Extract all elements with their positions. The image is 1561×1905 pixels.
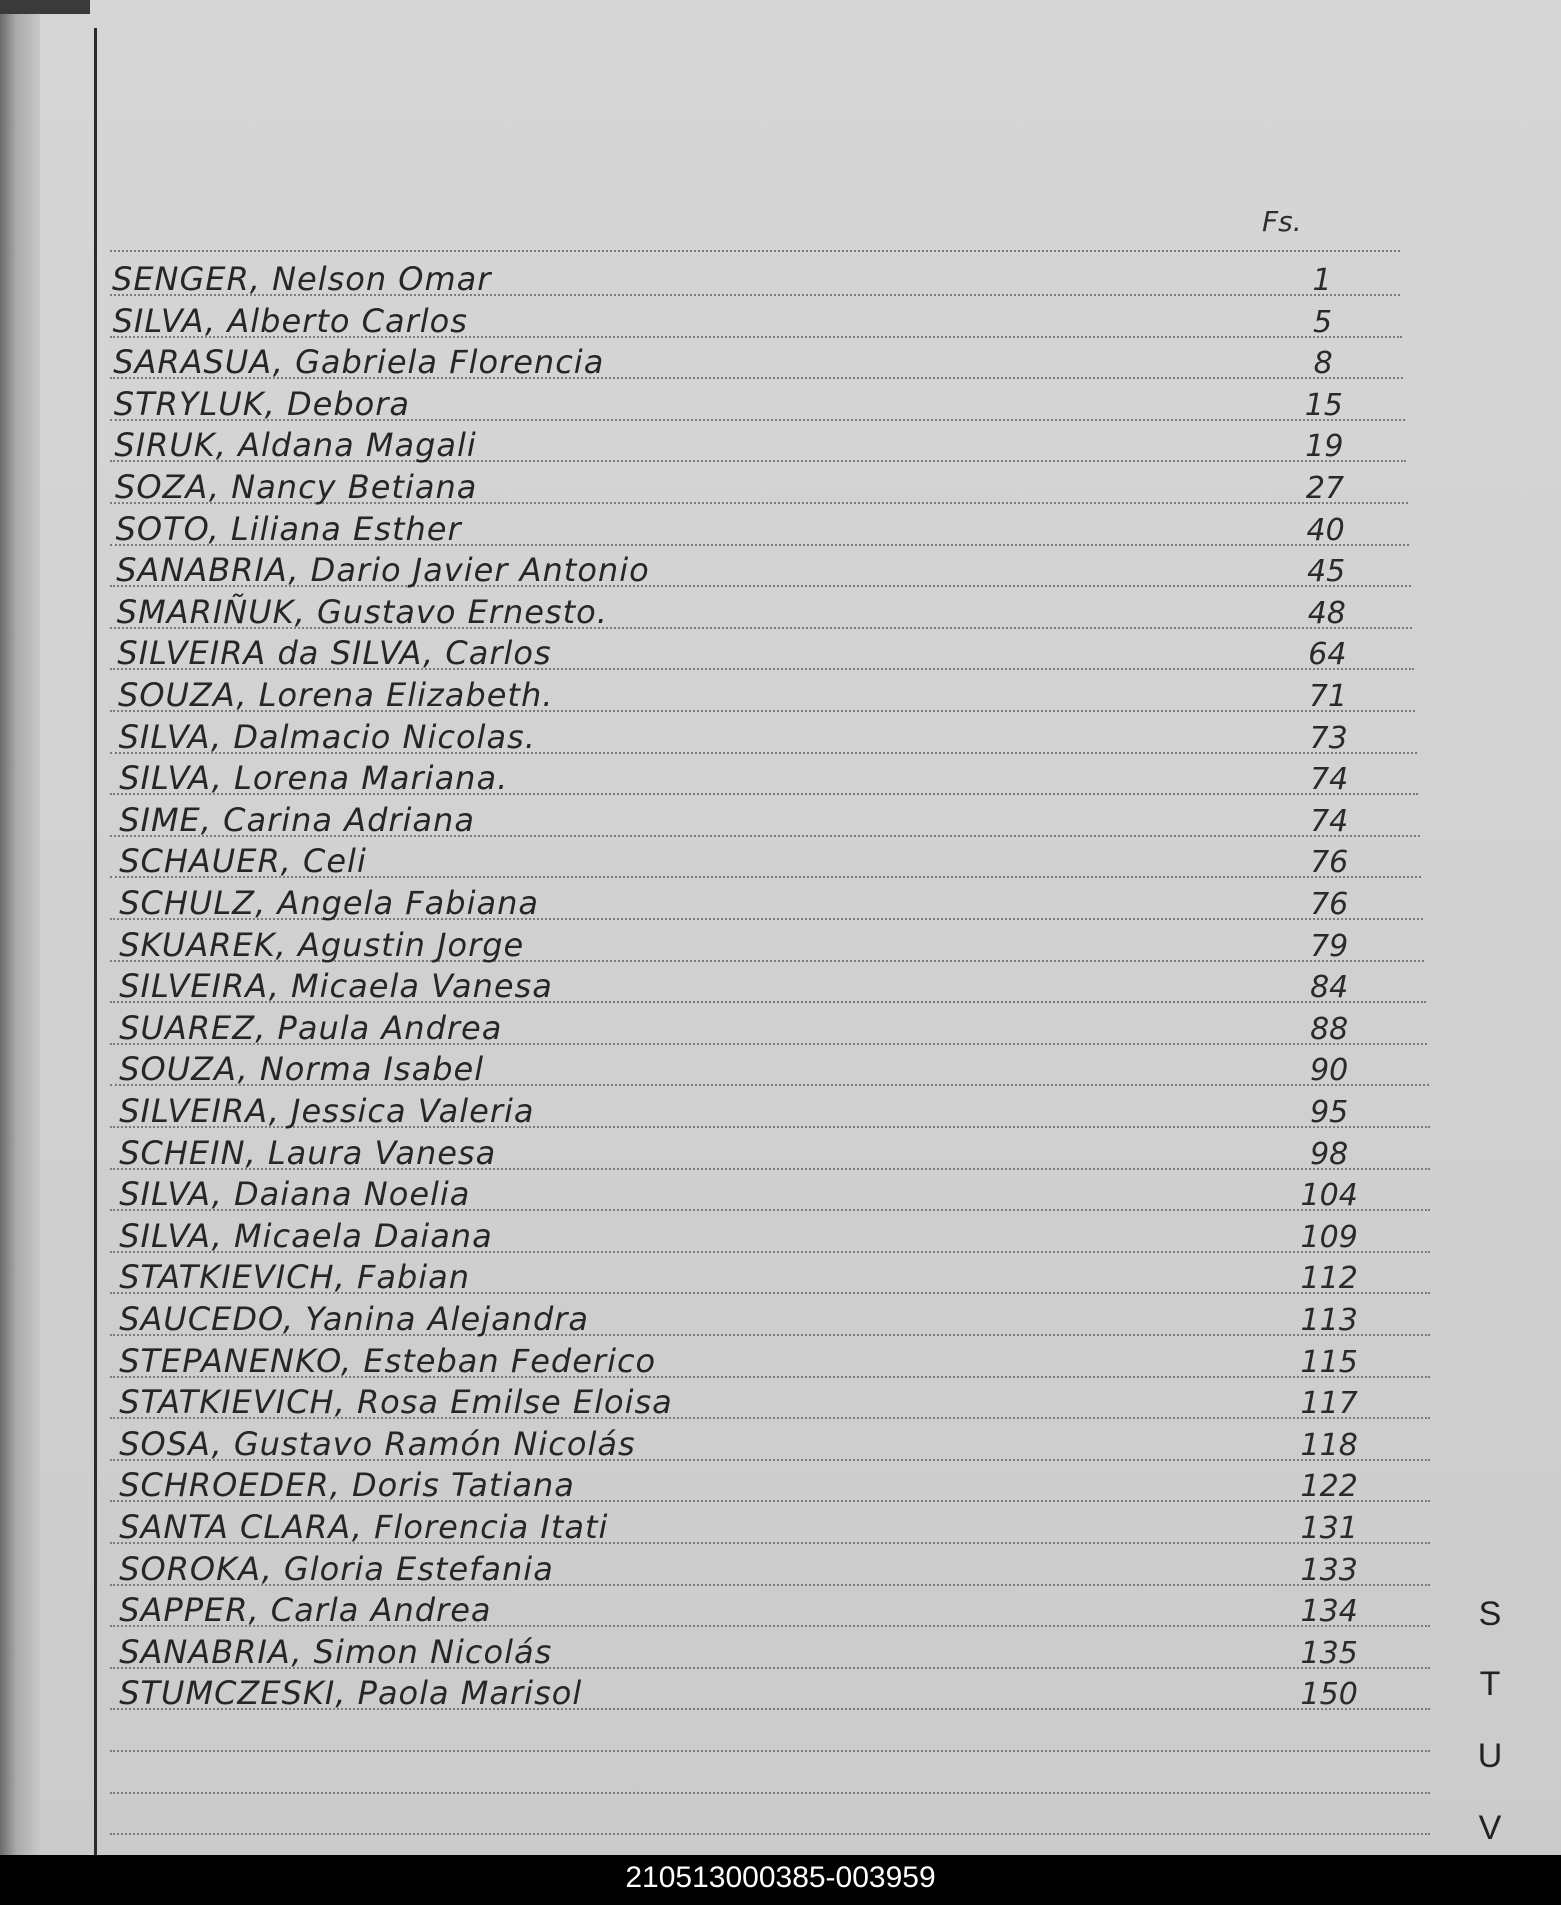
list-item	[119, 1423, 1409, 1463]
entry-name: SOROKA, Gloria Estefania	[119, 1549, 554, 1588]
entry-folio: 27	[1305, 471, 1345, 506]
entry-folio: 104	[1300, 1178, 1358, 1214]
entry-folio: 122	[1300, 1469, 1358, 1505]
entry-name: SILVA, Lorena Mariana.	[119, 759, 509, 798]
list-item	[119, 1048, 1409, 1088]
page-binding-edge	[0, 0, 40, 1855]
entry-folio: 113	[1300, 1303, 1358, 1338]
folio-column-header: Fs.	[1262, 205, 1302, 238]
page-corner-shadow	[0, 0, 90, 14]
entry-folio: 134	[1300, 1594, 1358, 1630]
list-item	[119, 1631, 1409, 1671]
list-item	[119, 882, 1409, 922]
entry-name: SIRUK, Aldana Magali	[114, 426, 477, 465]
entry-name: STRYLUK, Debora	[113, 384, 410, 423]
entry-folio: 74	[1310, 762, 1349, 798]
entry-name: SKUAREK, Agustin Jorge	[119, 925, 525, 964]
list-item	[119, 1340, 1409, 1380]
list-item	[113, 300, 1403, 340]
entry-name: SMARIÑUK, Gustavo Ernesto.	[116, 592, 608, 631]
entry-folio: 88	[1310, 1011, 1349, 1047]
entry-name: SUAREZ, Paula Andrea	[119, 1008, 503, 1047]
entry-name: SIME, Carina Adriana	[119, 800, 475, 839]
list-item	[116, 549, 1406, 589]
list-item	[119, 1256, 1409, 1296]
list-item	[119, 840, 1409, 880]
entry-name: SANABRIA, Simon Nicolás	[119, 1632, 553, 1671]
entry-name: SOUZA, Lorena Elizabeth.	[118, 676, 554, 714]
scan-reference-code: 210513000385-003959	[625, 1861, 936, 1894]
entry-folio: 79	[1310, 928, 1349, 964]
entry-name: SARASUA, Gabriela Florencia	[113, 343, 605, 382]
list-item	[119, 1215, 1409, 1255]
entry-name: SOSA, Gustavo Ramón Nicolás	[119, 1424, 636, 1463]
entry-name: SILVA, Alberto Carlos	[112, 301, 468, 340]
list-item	[119, 716, 1409, 756]
list-item	[112, 258, 1402, 298]
list-item	[119, 1672, 1409, 1712]
list-item	[116, 508, 1406, 548]
entry-folio: 48	[1307, 595, 1346, 631]
entry-folio: 71	[1308, 679, 1348, 714]
entry-folio: 73	[1309, 720, 1348, 756]
index-tab-v[interactable]: V	[1478, 1809, 1502, 1847]
entry-folio: 150	[1300, 1677, 1358, 1713]
list-item	[117, 632, 1407, 672]
entry-name: SILVEIRA, Micaela Vanesa	[119, 967, 553, 1006]
entry-folio: 64	[1308, 637, 1347, 673]
entry-folio: 76	[1310, 887, 1349, 922]
index-tab-s[interactable]: S	[1478, 1595, 1502, 1633]
entry-name: SOTO, Liliana Esther	[115, 509, 462, 548]
entry-folio: 90	[1310, 1053, 1349, 1089]
entry-folio: 131	[1300, 1511, 1358, 1546]
list-item	[113, 341, 1403, 381]
entry-folio: 112	[1300, 1261, 1358, 1297]
entry-name: SANABRIA, Dario Javier Antonio	[116, 551, 650, 590]
list-item	[115, 466, 1405, 506]
entry-name: STUMCZESKI, Paola Marisol	[119, 1674, 583, 1713]
entry-name: SILVA, Daiana Noelia	[119, 1175, 471, 1214]
list-item	[119, 965, 1409, 1005]
entry-name: SOZA, Nancy Betiana	[115, 468, 478, 506]
ruled-line	[110, 250, 1400, 252]
list-item	[119, 1589, 1409, 1629]
entry-folio: 1	[1312, 263, 1332, 298]
ruled-line	[110, 1750, 1430, 1752]
list-item	[119, 1464, 1409, 1504]
list-item	[117, 591, 1407, 631]
list-item	[119, 1381, 1409, 1421]
index-tab-t[interactable]: T	[1479, 1665, 1501, 1703]
entry-folio: 135	[1300, 1635, 1358, 1671]
list-item	[119, 1132, 1409, 1172]
list-item	[114, 383, 1404, 423]
entry-name: SILVEIRA da SILVA, Carlos	[117, 634, 552, 673]
list-item	[119, 1173, 1409, 1213]
index-tab-u[interactable]: U	[1477, 1737, 1503, 1775]
list-item	[119, 1298, 1409, 1338]
entry-name: SOUZA, Norma Isabel	[119, 1050, 485, 1089]
list-item	[119, 757, 1409, 797]
entry-name: SCHEIN, Laura Vanesa	[119, 1133, 497, 1172]
entry-name: SILVA, Micaela Daiana	[119, 1216, 493, 1255]
entry-name: STATKIEVICH, Fabian	[119, 1258, 471, 1297]
entry-folio: 8	[1313, 346, 1333, 382]
entry-folio: 98	[1310, 1136, 1349, 1172]
list-item	[119, 924, 1409, 964]
entry-name: SCHROEDER, Doris Tatiana	[119, 1466, 575, 1505]
entry-folio: 40	[1306, 512, 1345, 548]
entry-folio: 109	[1300, 1219, 1358, 1255]
entry-folio: 5	[1313, 304, 1333, 340]
list-item	[114, 424, 1404, 464]
entry-folio: 74	[1310, 803, 1349, 839]
entry-folio: 19	[1305, 429, 1344, 465]
entry-folio: 117	[1300, 1386, 1358, 1422]
entry-folio: 84	[1310, 970, 1349, 1006]
list-item	[119, 1548, 1409, 1588]
ruled-line	[110, 1792, 1430, 1794]
entry-folio: 76	[1310, 845, 1349, 881]
list-item	[119, 1090, 1409, 1130]
entry-folio: 15	[1304, 387, 1343, 423]
list-item	[118, 674, 1408, 714]
list-item	[119, 1007, 1409, 1047]
entry-folio: 133	[1300, 1552, 1358, 1588]
ruled-line	[110, 1833, 1430, 1835]
scan-footer-bar	[0, 1855, 1561, 1905]
entry-name: SILVA, Dalmacio Nicolas.	[118, 717, 536, 756]
entry-name: SANTA CLARA, Florencia Itati	[119, 1508, 609, 1546]
entry-name: SENGER, Nelson Omar	[112, 260, 492, 298]
entry-name: STEPANENKO, Esteban Federico	[119, 1341, 657, 1380]
margin-line	[94, 28, 97, 1855]
entry-folio: 115	[1300, 1344, 1358, 1380]
entry-folio: 95	[1310, 1095, 1349, 1130]
entry-name: SAUCEDO, Yanina Alejandra	[119, 1300, 590, 1338]
entry-name: SCHAUER, Celi	[119, 842, 367, 881]
entry-folio: 45	[1307, 554, 1346, 590]
entry-name: SILVEIRA, Jessica Valeria	[119, 1092, 535, 1130]
list-item	[119, 799, 1409, 839]
entry-folio: 118	[1300, 1427, 1358, 1463]
list-item	[119, 1506, 1409, 1546]
entry-name: SAPPER, Carla Andrea	[119, 1591, 492, 1630]
entry-name: STATKIEVICH, Rosa Emilse Eloisa	[119, 1383, 673, 1422]
entry-name: SCHULZ, Angela Fabiana	[119, 884, 539, 922]
